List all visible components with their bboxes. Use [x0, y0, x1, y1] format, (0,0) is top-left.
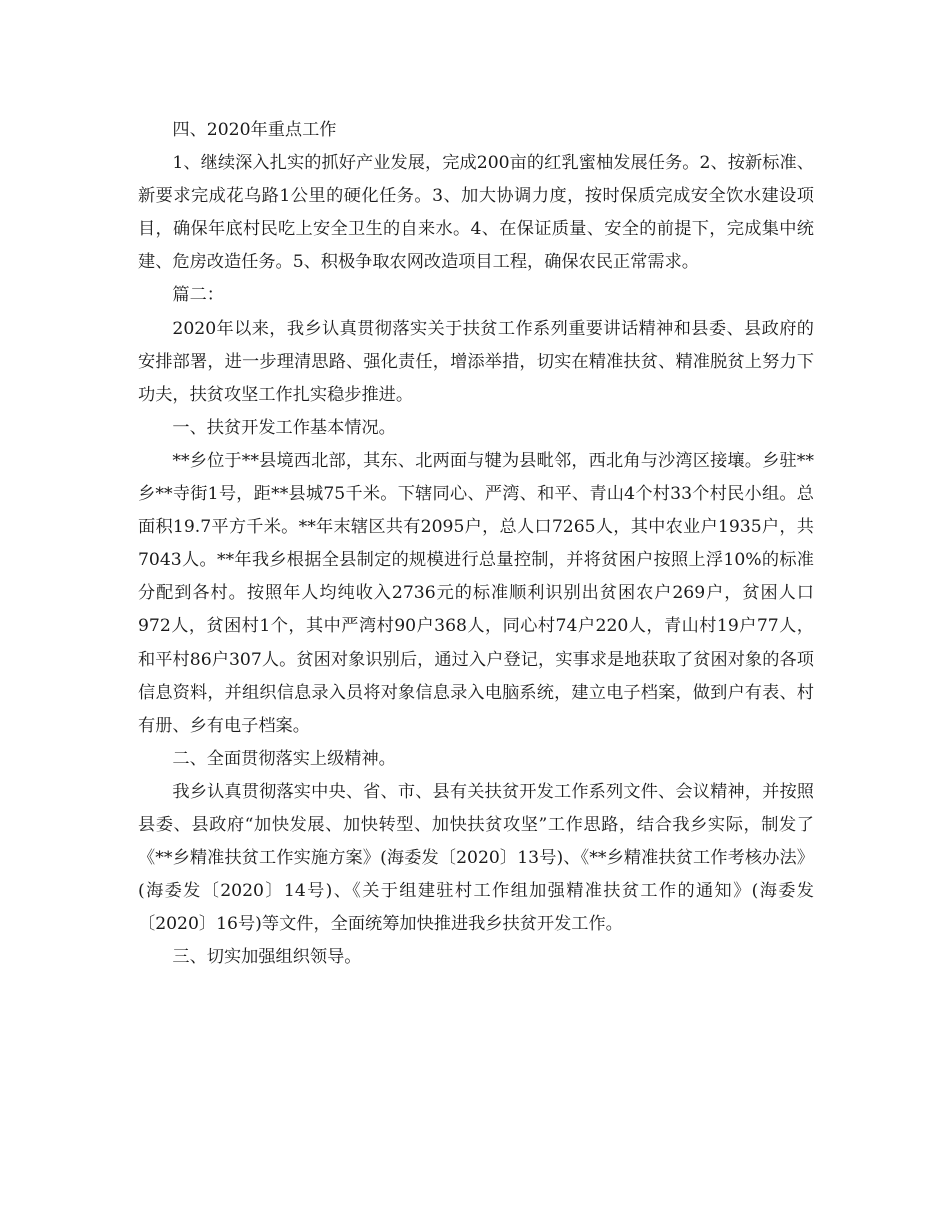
part-two-heading: 篇二：: [172, 285, 224, 306]
intro-paragraph: 2020年以来，我乡认真贯彻落实关于扶贫工作系列重要讲话精神和县委、县政府的安排部署，进一步理清思路、强化责任，增添举措，切实在精准扶贫、精准脱贫上努力下功夫，扶贫攻坚工作扎实稳步推进。: [138, 318, 814, 405]
section-heading-basic-situation: 一、扶贫开发工作基本情况。: [172, 417, 396, 438]
basic-situation-paragraph: **乡位于**县境西北部，其东、北两面与犍为县毗邻，西北角与沙湾区接壤。乡驻**乡**寺街1号，距**县城75千米。下辖同心、严湾、和平、青山4个村33个村民小组。总面积19.7平方千米。**年末辖区共有2095户，总人口7265人，其中农业户1935户，共7043人。**年我乡根据全县制定的规模进行总量控制，并将贫困户按照上浮10%的标准分配到各村。按照年人均纯收入2736元的标准顺利识别出贫困农户269户，贫困人口972人，贫困村1个，其中严湾村90户368人，同心村74户220人，青山村19户77人，和平村86户307人。贫困对象识别后，通过入户登记，实事求是地获取了贫困对象的各项信息资料，并组织信息录入员将对象信息录入电脑系统，建立电子档案，做到户有表、村有册、乡有电子档案。: [138, 450, 814, 736]
section-heading-organization-leadership: 三、切实加强组织领导。: [172, 947, 362, 968]
document-page: [138, 114, 814, 974]
section-heading-implement-spirit: 二、全面贯彻落实上级精神。: [172, 748, 396, 769]
key-work-items-paragraph: 1、继续深入扎实的抓好产业发展，完成200亩的红乳蜜柚发展任务。2、按新标准、新要求完成花乌路1公里的硬化任务。3、加大协调力度，按时保质完成安全饮水建设项目，确保年底村民吃上安全卫生的自来水。4、在保证质量、安全的前提下，完成集中统建、危房改造任务。5、积极争取农网改造项目工程，确保农民正常需求。: [138, 153, 814, 273]
section-heading-key-work-2020: 四、2020年重点工作: [172, 120, 337, 140]
implement-spirit-paragraph: 我乡认真贯彻落实中央、省、市、县有关扶贫开发工作系列文件、会议精神，并按照县委、县政府“加快发展、加快转型、加快扶贫攻坚”工作思路，结合我乡实际，制发了《**乡精准扶贫工作实施方案》(海委发〔2020〕13号)、《**乡精准扶贫工作考核办法》(海委发〔2020〕14号)、《关于组建驻村工作组加强精准扶贫工作的通知》(海委发〔2020〕16号)等文件，全面统筹加快推进我乡扶贫开发工作。: [138, 781, 814, 935]
